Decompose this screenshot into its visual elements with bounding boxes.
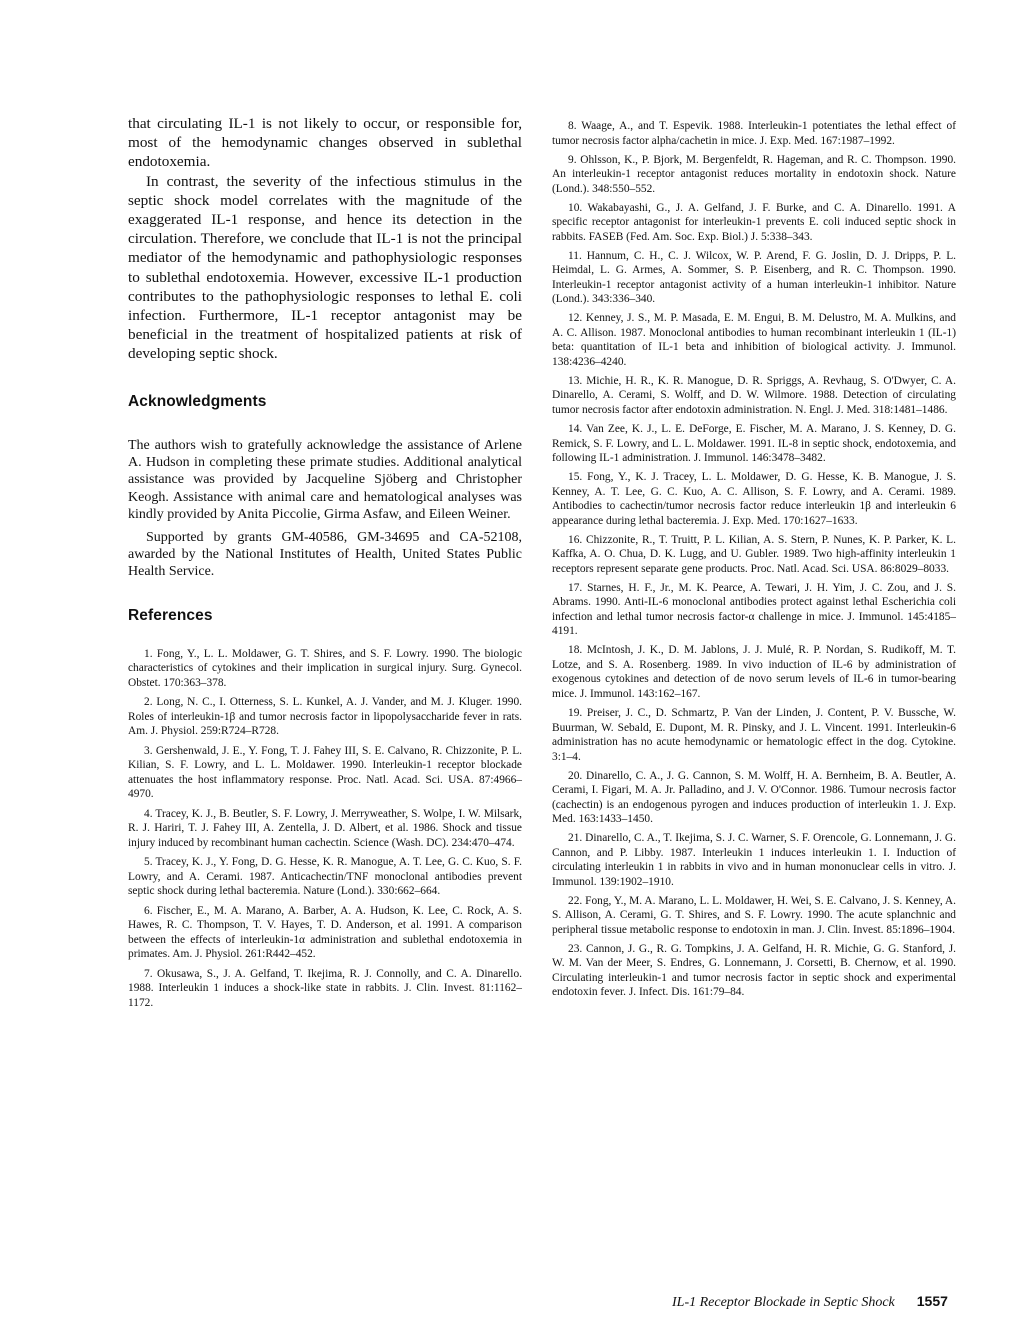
reference-item: 4. Tracey, K. J., B. Beutler, S. F. Lowry, J. Merryweather, S. Wolpe, I. W. Milsark, R. J. Hariri, T. J. Fahey III, A. Zentella, J. D. Albert, et al. 1986. Shock and tissue injury induced by recombinant human cachectin. Science (Wash. DC). 234:470–474. [128, 807, 522, 849]
body-paragraph-1: that circulating IL-1 is not likely to occur, or responsible for, most of the hemodynamic changes observed in sublethal endotoxemia. [128, 115, 522, 171]
reference-item: 19. Preiser, J. C., D. Schmartz, P. Van der Linden, J. Content, P. V. Bussche, W. Buurman, W. Sebald, E. Dupont, M. R. Pinsky, and J. L. Vincent. 1991. Interleukin-6 administration has no acute hemodynamic or hematologic effect in the dog. Cytokine. 3:1–4. [552, 707, 956, 763]
reference-item: 9. Ohlsson, K., P. Bjork, M. Bergenfeldt, R. Hageman, and R. C. Thompson. 1990. An interleukin-1 receptor antagonist reduces mortality in endotoxin shock. Nature (Lond.). 348:550–552. [552, 153, 956, 195]
reference-item: 2. Long, N. C., I. Otterness, S. L. Kunkel, A. J. Vander, and M. J. Kluger. 1990. Roles of interleukin-1β and tumor necrosis factor in lipopolysaccharide fever in rats. Am. J. Physiol. 259:R724–R728. [128, 696, 522, 738]
reference-item: 10. Wakabayashi, G., J. A. Gelfand, J. F. Burke, and C. A. Dinarello. 1991. A specific receptor antagonist for interleukin-1 prevents E. coli induced septic shock in rabbits. FASEB (Fed. Am. Soc. Exp. Biol.) J. 5:338–343. [552, 201, 956, 243]
reference-item: 6. Fischer, E., M. A. Marano, A. Barber, A. A. Hudson, K. Lee, C. Rock, A. S. Hawes, R. C. Thompson, T. V. Hayes, T. D. Anderson, et al. 1991. A comparison between the effects of interleukin-1α administration and sublethal endotoxemia in primates. Am. J. Physiol. 261:R442–452. [128, 904, 522, 961]
acknowledgments-paragraph-2: Supported by grants GM-40586, GM-34695 and CA-52108, awarded by the National Institutes of Health, United States Public Health Service. [128, 529, 522, 580]
reference-item: 12. Kenney, J. S., M. P. Masada, E. M. Engui, B. M. Delustro, M. A. Mulkins, and A. C. Allison. 1987. Monoclonal antibodies to human recombinant interleukin 1 (IL-1) beta: quantitation of IL-1 beta and inhibition of biological activity. J. Immunol. 138:4236–4240. [552, 312, 956, 368]
reference-item: 21. Dinarello, C. A., T. Ikejima, S. J. C. Warner, S. F. Orencole, G. Lonnemann, J. G. Cannon, and P. Libby. 1987. Interleukin 1 induces interleukin 1. I. Induction of circulating interleukin 1 in rabbits in vivo and in human mononuclear cells in vitro. J. Immunol. 139:1902–1910. [552, 832, 956, 888]
reference-item: 15. Fong, Y., K. J. Tracey, L. L. Moldawer, D. G. Hesse, K. B. Manogue, J. S. Kenney, A. T. Lee, G. C. Kuo, A. C. Allison, S. F. Lowry, and A. Cerami. 1989. Antibodies to cachectin/tumor necrosis factor reduce interleukin 1β and interleukin 6 appearance during lethal bacteremia. J. Exp. Med. 170:1627–1633. [552, 471, 956, 527]
reference-item: 22. Fong, Y., M. A. Marano, L. L. Moldawer, H. Wei, S. E. Calvano, J. S. Kenney, A. S. Allison, A. Cerami, G. T. Shires, and S. F. Lowry. 1990. The acute splanchnic and peripheral tissue metabolic response to endotoxin in man. J. Clin. Invest. 85:1896–1904. [552, 894, 956, 936]
reference-item: 17. Starnes, H. F., Jr., M. K. Pearce, A. Tewari, J. H. Yim, J. C. Zou, and J. S. Abrams. 1990. Anti-IL-6 monoclonal antibodies protect against lethal Escherichia coli infection and lethal tumor necrosis factor-α challenge in mice. J. Immunol. 145:4185–4191. [552, 581, 956, 638]
reference-item: 18. McIntosh, J. K., D. M. Jablons, J. J. Mulé, R. P. Nordan, S. Rudikoff, M. T. Lotze, and S. A. Rosenberg. 1989. In vivo induction of IL-6 by administration of exogenous cytokines and detection of de novo serum levels of IL-6 in tumor-bearing mice. J. Immunol. 143:162–167. [552, 644, 956, 700]
reference-item: 1. Fong, Y., L. L. Moldawer, G. T. Shires, and S. F. Lowry. 1990. The biologic characteristics of cytokines and their implication in surgical injury. Surg. Gynecol. Obstet. 170:363–378. [128, 647, 522, 689]
reference-item: 23. Cannon, J. G., R. G. Tompkins, J. A. Gelfand, H. R. Michie, G. G. Stanford, J. W. M. Van der Meer, S. Endres, G. Lonnemann, J. Corsetti, B. Chernow, et al. 1990. Circulating interleukin-1 and tumor necrosis factor in septic shock and experimental endotoxin fever. J. Infect. Dis. 161:79–84. [552, 942, 956, 999]
reference-item: 11. Hannum, C. H., C. J. Wilcox, W. P. Arend, F. G. Joslin, D. J. Dripps, P. L. Heimdal, L. G. Armes, A. Sommer, S. P. Eisenberg, and R. C. Thompson. 1990. Interleukin-1 receptor antagonist activity of a human interleukin-1 inhibitor. Nature (Lond.). 343:336–340. [552, 249, 956, 306]
reference-item: 16. Chizzonite, R., T. Truitt, P. L. Kilian, A. S. Stern, P. Nunes, K. P. Parker, K. L. Kaffka, A. O. Chua, D. K. Lugg, and U. Gubler. 1989. Two high-affinity interleukin 1 receptors represent separate gene products. Proc. Natl. Acad. Sci. USA. 86:8029–8033. [552, 533, 956, 575]
acknowledgments-heading: Acknowledgments [128, 392, 267, 410]
body-paragraph-2: In contrast, the severity of the infectious stimulus in the septic shock model correlates with the magnitude of the exaggerated IL-1 response, and hence its detection in the circulation. Therefore, we conclude that IL-1 is not the principal mediator of the hemodynamic and pathophysiologic responses to sublethal endotoxemia. However, excessive IL-1 production contributes to the pathophysiologic responses to lethal E. coli infection. Furthermore, IL-1 receptor antagonist may be beneficial in the treatment of hospitalized patients at risk of developing septic shock. [128, 172, 522, 363]
page-number: 1557 [916, 1293, 948, 1309]
references-heading: References [128, 606, 213, 624]
reference-item: 20. Dinarello, C. A., J. G. Cannon, S. M. Wolff, H. A. Bernheim, B. A. Beutler, A. Cerami, I. Figari, M. A. Jr. Palladino, and J. V. O'Connor. 1986. Tumour necrosis factor (cachectin) is an endogenous pyrogen and induces production of interleukin 1. J. Exp. Med. 163:1433–1450. [552, 769, 956, 826]
reference-item: 3. Gershenwald, J. E., Y. Fong, T. J. Fahey III, S. E. Calvano, R. Chizzonite, P. L. Kilian, S. F. Lowry, and L. L. Moldawer. 1990. Interleukin-1 receptor blockade attenuates the host inflammatory response. Proc. Natl. Acad. Sci. USA. 87:4966–4970. [128, 744, 522, 801]
reference-item: 8. Waage, A., and T. Espevik. 1988. Interleukin-1 potentiates the lethal effect of tumor necrosis factor alpha/cachetin in mice. J. Exp. Med. 167:1987–1992. [552, 120, 956, 147]
running-title: IL-1 Receptor Blockade in Septic Shock [672, 1295, 895, 1310]
reference-item: 7. Okusawa, S., J. A. Gelfand, T. Ikejima, R. J. Connolly, and C. A. Dinarello. 1988. Interleukin 1 induces a shock-like state in rabbits. J. Clin. Invest. 81:1162–1172. [128, 967, 522, 1009]
left-column [128, 114, 522, 1015]
reference-item: 14. Van Zee, K. J., L. E. DeForge, E. Fischer, M. A. Marano, J. S. Kenney, D. G. Remick, S. F. Lowry, and L. L. Moldawer. 1991. IL-8 in septic shock, endotoxemia, and following IL-1 administration. J. Immunol. 146:3478–3482. [552, 423, 956, 465]
reference-item: 5. Tracey, K. J., Y. Fong, D. G. Hesse, K. R. Manogue, A. T. Lee, G. C. Kuo, S. F. Lowry, and A. Cerami. 1987. Anticachectin/TNF monoclonal antibodies prevent septic shock during lethal bacteremia. Nature (Lond.). 330:662–664. [128, 856, 522, 898]
acknowledgments-paragraph-1: The authors wish to gratefully acknowledge the assistance of Arlene A. Hudson in completing these primate studies. Additional analytical assistance was provided by Jacqueline Sjöberg and Christopher Keogh. Assistance with animal care and hematological analyses was kindly provided by Anita Piccolie, Girma Asfaw, and Eileen Weiner. [128, 437, 522, 523]
right-column [552, 119, 956, 1005]
page-footer [672, 1293, 962, 1311]
reference-item: 13. Michie, H. R., K. R. Manogue, D. R. Spriggs, A. Revhaug, S. O'Dwyer, C. A. Dinarello, A. Cerami, S. Wolff, and D. W. Wilmore. 1988. Detection of circulating tumor necrosis factor after endotoxin administration. N. Engl. J. Med. 318:1481–1486. [552, 374, 956, 416]
